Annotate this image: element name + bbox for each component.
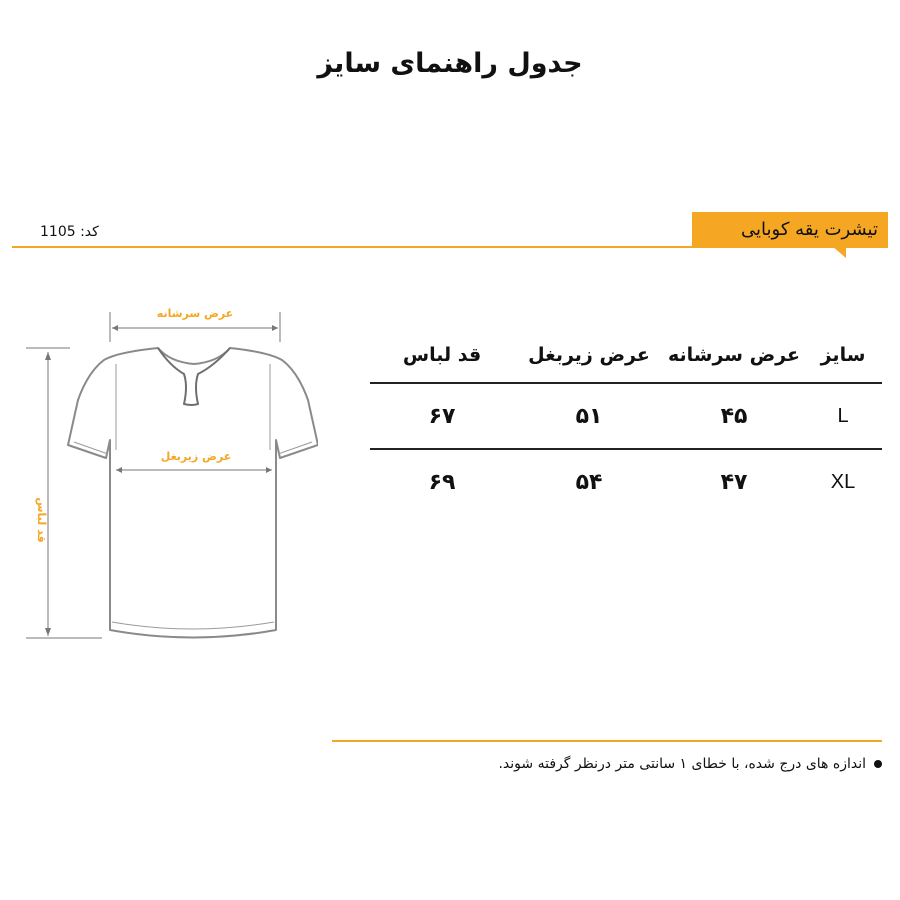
cell-shoulder-width: ۴۵ <box>720 403 748 429</box>
page-title: جدول راهنمای سایز <box>317 48 583 79</box>
chest-width-label: عرض زیربغل <box>160 450 232 463</box>
cell-chest-width: ۵۴ <box>575 469 603 495</box>
size-table <box>370 328 882 514</box>
shirt-outline <box>68 348 318 638</box>
cell-shoulder-width: ۴۷ <box>720 469 748 495</box>
cell-size: XL <box>830 470 856 493</box>
bullet-icon <box>874 760 882 768</box>
cell-chest-width: ۵۱ <box>575 403 603 429</box>
header-length: قد لباس <box>402 344 482 366</box>
cell-size: L <box>837 404 849 427</box>
footer-note-text: اندازه های درج شده، با خطای ۱ سانتی متر درنظر گرفته شوند. <box>498 756 866 772</box>
cell-length: ۶۹ <box>428 469 456 495</box>
product-code <box>40 224 99 240</box>
product-badge: تیشرت یقه کوبایی <box>692 212 888 248</box>
footer-rule <box>332 740 882 742</box>
cell-length: ۶۷ <box>428 403 456 429</box>
tshirt-diagram <box>18 300 318 650</box>
header-size: سایز <box>820 344 866 366</box>
orange-rule <box>12 246 888 248</box>
shoulder-width-label: عرض سرشانه <box>156 307 234 320</box>
header-chest-width: عرض زیربغل <box>528 344 650 366</box>
length-label: قد لباس <box>35 497 48 543</box>
table-row <box>370 384 882 450</box>
product-code-label: کد: <box>80 224 99 240</box>
table-header <box>370 328 882 384</box>
table-row <box>370 450 882 514</box>
footer-note <box>498 756 882 772</box>
product-code-value: 1105 <box>40 224 76 240</box>
header-shoulder-width: عرض سرشانه <box>668 344 800 366</box>
